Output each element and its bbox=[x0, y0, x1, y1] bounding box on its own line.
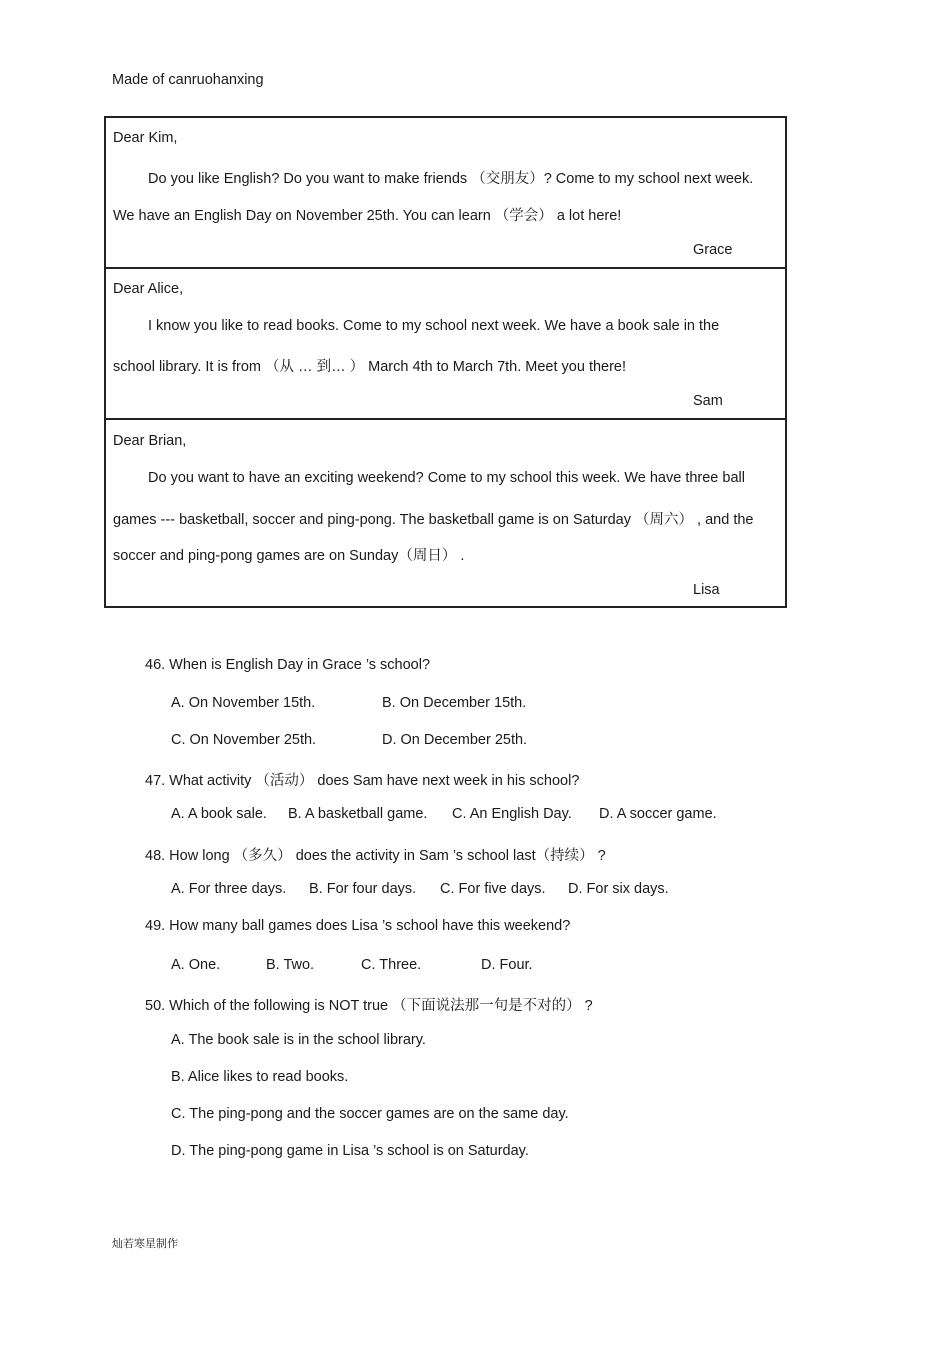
letter-kim bbox=[106, 118, 785, 269]
option-48d: D. For six days. bbox=[568, 881, 669, 897]
option-47d: D. A soccer game. bbox=[599, 806, 717, 822]
option-46b: B. On December 15th. bbox=[382, 695, 527, 711]
letter-signature: Grace bbox=[693, 242, 733, 258]
letter-signature: Sam bbox=[693, 393, 723, 409]
letter-body-line: Do you want to have an exciting weekend? Come to my school this week. We have three ball bbox=[148, 470, 745, 486]
option-50a: A. The book sale is in the school library. bbox=[171, 1032, 426, 1048]
option-50c: C. The ping-pong and the soccer games are on the same day. bbox=[171, 1106, 569, 1122]
letter-greeting: Dear Alice, bbox=[113, 281, 184, 297]
option-49c: C. Three. bbox=[361, 957, 422, 973]
letter-greeting: Dear Kim, bbox=[113, 130, 178, 146]
question-47: 47. What activity （活动） does Sam have next week in his school? bbox=[145, 773, 580, 789]
option-47b: B. A basketball game. bbox=[288, 806, 428, 822]
option-50d: D. The ping-pong game in Lisa ’s school is on Saturday. bbox=[171, 1143, 529, 1159]
letter-body-line: soccer and ping-pong games are on Sunday（周日） . bbox=[113, 548, 465, 564]
question-50: 50. Which of the following is NOT true （下面说法那一句是不对的） ? bbox=[145, 998, 593, 1014]
letters-box bbox=[104, 116, 787, 608]
letter-brian bbox=[106, 420, 785, 606]
question-49: 49. How many ball games does Lisa ’s school have this weekend? bbox=[145, 918, 571, 934]
letter-signature: Lisa bbox=[693, 582, 720, 598]
letter-body-line: games --- basketball, soccer and ping-pong. The basketball game is on Saturday （周六） , and the bbox=[113, 512, 754, 528]
option-48c: C. For five days. bbox=[440, 881, 546, 897]
letter-alice bbox=[106, 269, 785, 420]
letter-body-line: I know you like to read books. Come to my school next week. We have a book sale in the bbox=[148, 318, 720, 334]
letter-body-line: Do you like English? Do you want to make friends （交朋友）? Come to my school next week. bbox=[148, 171, 754, 187]
option-49a: A. One. bbox=[171, 957, 221, 973]
option-46a: A. On November 15th. bbox=[171, 695, 316, 711]
question-48: 48. How long （多久） does the activity in Sam ’s school last（持续） ? bbox=[145, 848, 606, 864]
letter-body-line: We have an English Day on November 25th. You can learn （学会） a lot here! bbox=[113, 208, 622, 224]
option-46d: D. On December 25th. bbox=[382, 732, 528, 748]
page-header: Made of canruohanxing bbox=[112, 72, 264, 88]
option-46c: C. On November 25th. bbox=[171, 732, 317, 748]
option-48b: B. For four days. bbox=[309, 881, 417, 897]
option-47a: A. A book sale. bbox=[171, 806, 267, 822]
option-50b: B. Alice likes to read books. bbox=[171, 1069, 349, 1085]
page-footer: 灿若寒星制作 bbox=[112, 1237, 178, 1250]
option-49d: D. Four. bbox=[481, 957, 533, 973]
letter-body-line: school library. It is from （从 … 到… ） March 4th to March 7th. Meet you there! bbox=[113, 359, 627, 375]
option-47c: C. An English Day. bbox=[452, 806, 572, 822]
question-46: 46. When is English Day in Grace ’s school? bbox=[145, 657, 431, 673]
option-48a: A. For three days. bbox=[171, 881, 287, 897]
option-49b: B. Two. bbox=[266, 957, 315, 973]
letter-greeting: Dear Brian, bbox=[113, 433, 187, 449]
